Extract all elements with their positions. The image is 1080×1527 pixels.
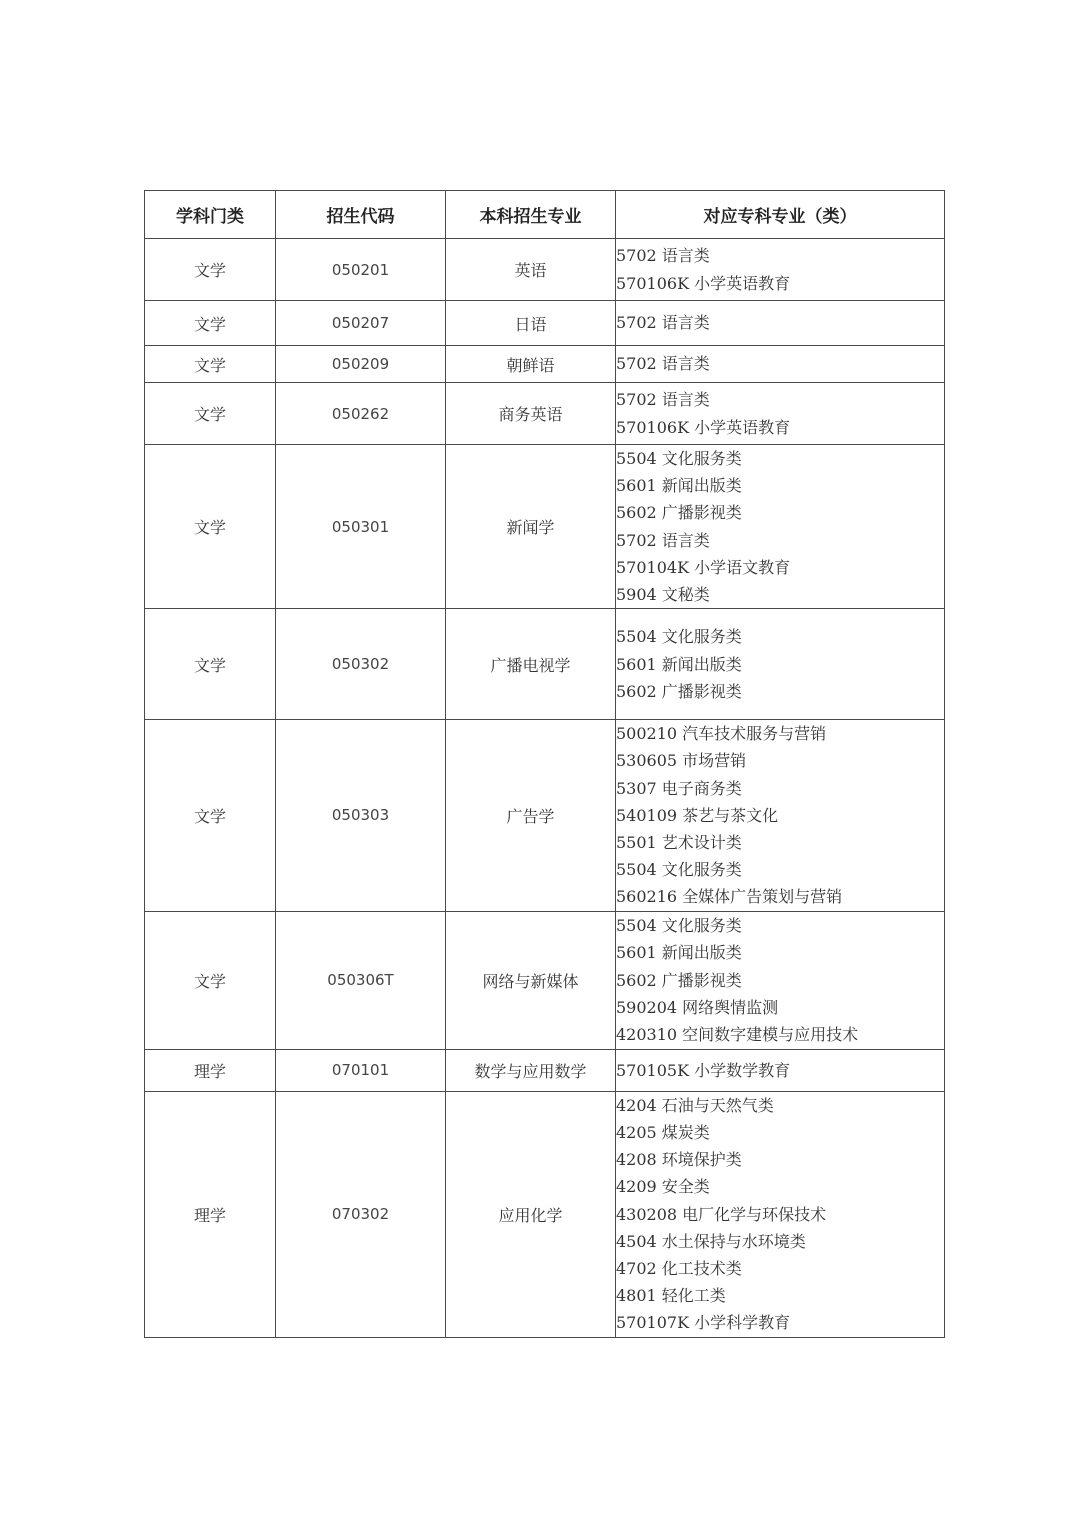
table-row (145, 239, 945, 301)
header-category: 学科门类 (145, 191, 276, 239)
table-row (145, 1049, 945, 1091)
major-cell: 广播电视学 (446, 609, 616, 720)
related-cell (616, 301, 945, 346)
related-item: 570106K 小学英语教育 (616, 417, 791, 437)
related-item: 5307 电子商务类 (616, 778, 742, 798)
related-cell (616, 239, 945, 301)
major-cell: 日语 (446, 301, 616, 346)
code-cell: 050306T (276, 911, 446, 1049)
related-item: 5702 语言类 (616, 390, 710, 410)
related-item: 5602 广播影视类 (616, 970, 742, 990)
category-cell: 文学 (145, 911, 276, 1049)
related-item: 4205 煤炭类 (616, 1122, 710, 1142)
related-item: 4208 环境保护类 (616, 1150, 742, 1170)
related-cell (616, 445, 945, 609)
major-cell: 英语 (446, 239, 616, 301)
related-cell (616, 1091, 945, 1337)
header-code: 招生代码 (276, 191, 446, 239)
related-cell (616, 911, 945, 1049)
related-item: 570107K 小学科学教育 (616, 1313, 791, 1333)
related-item: 540109 茶艺与茶文化 (616, 805, 779, 825)
category-cell: 理学 (145, 1091, 276, 1337)
major-cell: 网络与新媒体 (446, 911, 616, 1049)
related-item: 570106K 小学英语教育 (616, 273, 791, 293)
table-row (145, 301, 945, 346)
code-cell: 050303 (276, 720, 446, 911)
related-cell (616, 609, 945, 720)
code-cell: 050209 (276, 346, 446, 383)
related-item: 5702 语言类 (616, 354, 710, 374)
related-item: 570104K 小学语文教育 (616, 557, 791, 577)
code-cell: 050262 (276, 383, 446, 445)
header-related: 对应专科专业（类） (616, 191, 945, 239)
related-item: 5702 语言类 (616, 313, 710, 333)
related-cell (616, 1049, 945, 1091)
code-cell: 050201 (276, 239, 446, 301)
table-row (145, 346, 945, 383)
majors-table (144, 190, 945, 1338)
related-item: 5504 文化服务类 (616, 449, 742, 468)
table-row (145, 720, 945, 911)
table-row (145, 609, 945, 720)
related-item: 4801 轻化工类 (616, 1286, 726, 1306)
table-row (145, 445, 945, 609)
related-item: 5501 艺术设计类 (616, 833, 742, 853)
related-item: 5601 新闻出版类 (616, 654, 742, 674)
related-item: 500210 汽车技术服务与营销 (616, 724, 827, 744)
code-cell: 070101 (276, 1049, 446, 1091)
related-item: 560216 全媒体广告策划与营销 (616, 887, 843, 907)
related-item: 590204 网络舆情监测 (616, 997, 779, 1017)
related-item: 5504 文化服务类 (616, 916, 742, 936)
related-cell (616, 720, 945, 911)
category-cell: 文学 (145, 445, 276, 609)
category-cell: 文学 (145, 239, 276, 301)
related-item: 570105K 小学数学教育 (616, 1060, 791, 1080)
related-item: 530605 市场营销 (616, 751, 747, 771)
category-cell: 文学 (145, 301, 276, 346)
category-cell: 理学 (145, 1049, 276, 1091)
related-item: 4204 石油与天然气类 (616, 1095, 774, 1115)
related-cell (616, 346, 945, 383)
code-cell: 070302 (276, 1091, 446, 1337)
header-row (145, 191, 945, 239)
code-cell: 050207 (276, 301, 446, 346)
major-cell: 应用化学 (446, 1091, 616, 1337)
major-cell: 新闻学 (446, 445, 616, 609)
table-row (145, 1091, 945, 1337)
major-cell: 朝鲜语 (446, 346, 616, 383)
related-item: 420310 空间数字建模与应用技术 (616, 1024, 859, 1044)
related-cell (616, 383, 945, 445)
related-item: 5904 文秘类 (616, 585, 710, 605)
related-item: 4702 化工技术类 (616, 1258, 742, 1278)
code-cell: 050301 (276, 445, 446, 609)
related-item: 4504 水土保持与水环境类 (616, 1231, 806, 1251)
related-item: 5504 文化服务类 (616, 627, 742, 647)
table-row (145, 911, 945, 1049)
category-cell: 文学 (145, 346, 276, 383)
related-item: 5601 新闻出版类 (616, 476, 742, 496)
major-cell: 数学与应用数学 (446, 1049, 616, 1091)
related-item: 430208 电厂化学与环保技术 (616, 1204, 827, 1224)
related-item: 5602 广播影视类 (616, 681, 742, 701)
related-item: 5601 新闻出版类 (616, 943, 742, 963)
code-cell: 050302 (276, 609, 446, 720)
related-item: 5602 广播影视类 (616, 503, 742, 523)
header-major: 本科招生专业 (446, 191, 616, 239)
category-cell: 文学 (145, 720, 276, 911)
related-item: 5504 文化服务类 (616, 860, 742, 880)
major-cell: 商务英语 (446, 383, 616, 445)
major-cell: 广告学 (446, 720, 616, 911)
category-cell: 文学 (145, 383, 276, 445)
related-item: 5702 语言类 (616, 246, 710, 266)
table-row (145, 383, 945, 445)
related-item: 5702 语言类 (616, 530, 710, 550)
related-item: 4209 安全类 (616, 1177, 710, 1197)
category-cell: 文学 (145, 609, 276, 720)
